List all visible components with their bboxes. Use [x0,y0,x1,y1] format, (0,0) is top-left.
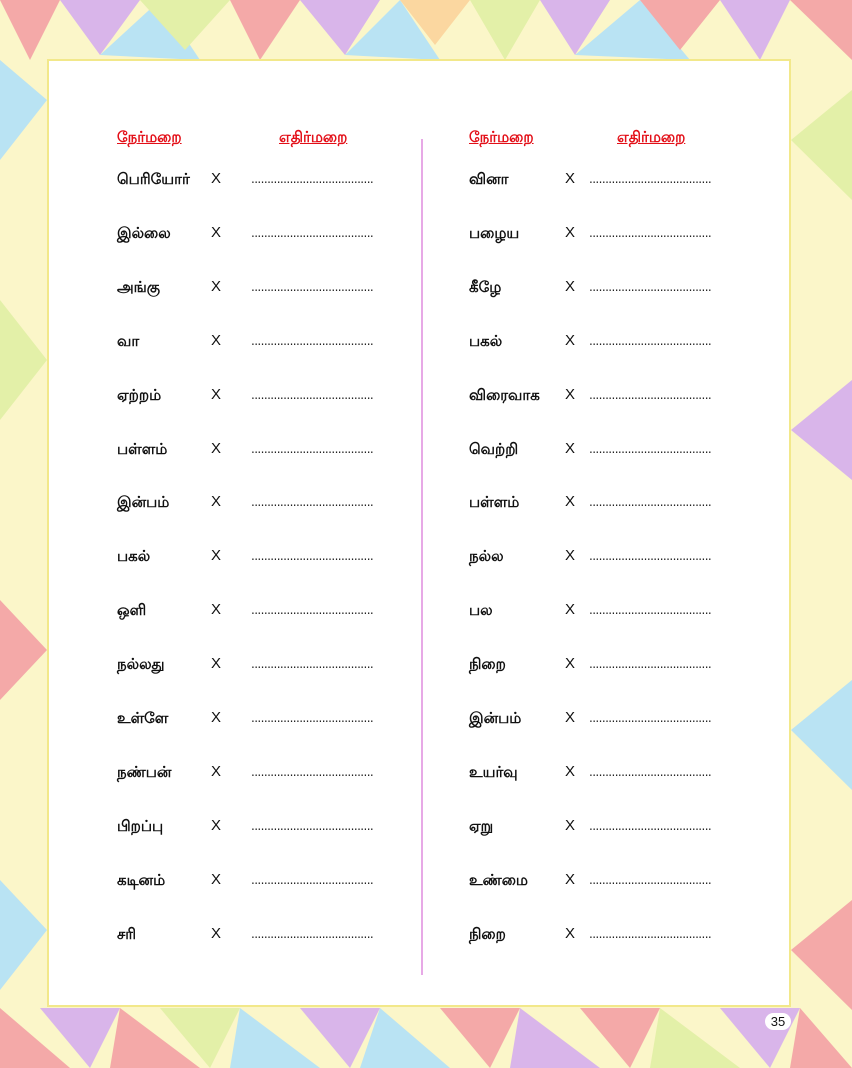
positive-word: கீழே [469,277,502,296]
opposite-separator: X [565,709,576,726]
right-header-negative: எதிர்மறை [617,128,686,146]
positive-word: பகல் [469,331,503,350]
positive-word: வா [117,331,140,350]
opposite-separator: X [565,439,576,457]
exercise-row [469,706,799,730]
answer-blank[interactable]: ...................................... [589,764,712,779]
positive-word: சரி [117,924,137,943]
answer-blank[interactable]: ...................................... [589,926,712,941]
exercise-row [469,437,799,461]
opposite-separator: X [211,709,222,726]
answer-blank[interactable]: ...................................... [589,333,712,348]
positive-word: இன்பம் [117,493,170,512]
positive-word: இல்லை [117,223,171,242]
exercise-row [469,922,799,946]
answer-blank[interactable]: ...................................... [589,279,712,294]
positive-word: நல்ல [469,547,504,566]
left-header-positive: நேர்மறை [117,128,182,146]
opposite-separator: X [211,439,222,457]
answer-blank[interactable]: ...................................... [589,657,712,672]
opposite-separator: X [565,870,576,888]
right-column [469,61,799,1005]
exercise-row [469,868,799,892]
exercise-row [117,868,447,892]
exercise-row [469,598,799,622]
answer-blank[interactable]: ...................................... [251,495,374,510]
exercise-row [117,329,447,353]
worksheet-page [47,59,791,1007]
exercise-row [469,814,799,838]
opposite-separator: X [565,277,576,295]
opposite-separator: X [565,493,576,511]
answer-blank[interactable]: ...................................... [251,279,374,294]
exercise-row [117,598,447,622]
positive-word: பிறப்பு [117,816,164,835]
positive-word: அங்கு [117,277,161,296]
exercise-row [117,490,447,514]
exercise-row [469,221,799,245]
exercise-row [469,544,799,568]
positive-word: நிறை [469,655,506,674]
answer-blank[interactable]: ...................................... [589,172,712,186]
opposite-separator: X [565,655,576,673]
positive-word: பள்ளம் [469,493,520,512]
positive-word: பல [469,601,493,620]
page-number: 35 [765,1013,791,1030]
exercise-row [117,383,447,407]
opposite-separator: X [565,331,576,349]
opposite-separator: X [565,223,576,241]
exercise-row [469,760,799,784]
positive-word: உண்மை [469,870,528,889]
exercise-row [469,329,799,353]
positive-word: ஏறு [469,816,494,835]
answer-blank[interactable]: ...................................... [251,657,374,672]
exercise-row [469,490,799,514]
positive-word: விரைவாக [469,385,540,404]
opposite-separator: X [565,762,576,780]
answer-blank[interactable]: ...................................... [251,603,374,618]
positive-word: பகல் [117,547,151,566]
opposite-separator: X [211,547,222,565]
exercise-row [117,814,447,838]
answer-blank[interactable]: ...................................... [251,225,374,240]
positive-word: உள்ளே [117,709,169,727]
exercise-row [117,652,447,676]
answer-blank[interactable]: ...................................... [251,926,374,941]
exercise-row [469,383,799,407]
exercise-row [469,167,799,191]
answer-blank[interactable]: ...................................... [251,549,374,564]
positive-word: நிறை [469,924,506,943]
right-header-positive: நேர்மறை [469,128,534,146]
answer-blank[interactable]: ...................................... [251,441,374,456]
answer-blank[interactable]: ...................................... [589,495,712,510]
positive-word: வெற்றி [469,439,519,458]
exercise-row [117,437,447,461]
exercise-row [117,760,447,784]
opposite-separator: X [211,493,222,511]
answer-blank[interactable]: ...................................... [589,872,712,887]
left-column [117,61,447,1005]
opposite-separator: X [211,385,222,403]
opposite-separator: X [211,601,222,619]
opposite-separator: X [565,547,576,565]
opposite-separator: X [211,223,222,241]
exercise-row [469,652,799,676]
exercise-row [469,275,799,299]
opposite-separator: X [211,870,222,888]
opposite-separator: X [211,170,222,187]
answer-blank[interactable]: ...................................... [251,764,374,779]
answer-blank[interactable]: ...................................... [589,818,712,833]
answer-blank[interactable]: ...................................... [251,711,374,725]
opposite-separator: X [565,924,576,942]
exercise-row [117,544,447,568]
positive-word: நண்பன் [117,762,172,781]
positive-word: பள்ளம் [117,439,168,458]
positive-word: ஏற்றம் [117,385,162,404]
opposite-separator: X [211,816,222,834]
answer-blank[interactable]: ...................................... [589,225,712,240]
positive-word: பெரியோர் [117,170,190,188]
positive-word: வினா [469,170,509,188]
answer-blank[interactable]: ...................................... [251,172,374,186]
exercise-row [117,167,447,191]
answer-blank[interactable]: ...................................... [251,818,374,833]
opposite-separator: X [565,816,576,834]
opposite-separator: X [211,277,222,295]
opposite-separator: X [211,762,222,780]
opposite-separator: X [565,170,576,187]
opposite-separator: X [211,655,222,673]
opposite-separator: X [565,601,576,619]
answer-blank[interactable]: ...................................... [589,549,712,564]
answer-blank[interactable]: ...................................... [251,387,374,402]
positive-word: உயர்வு [469,762,518,781]
positive-word: பழைய [469,223,520,242]
opposite-separator: X [565,385,576,403]
answer-blank[interactable]: ...................................... [589,441,712,456]
exercise-row [117,221,447,245]
positive-word: கடினம் [117,870,166,889]
answer-blank[interactable]: ...................................... [251,872,374,887]
opposite-separator: X [211,331,222,349]
exercise-row [117,706,447,730]
positive-word: இன்பம் [469,709,522,727]
exercise-row [117,275,447,299]
left-header-negative: எதிர்மறை [279,128,348,146]
answer-blank[interactable]: ...................................... [589,603,712,618]
positive-word: ஒளி [117,601,147,620]
opposite-separator: X [211,924,222,942]
answer-blank[interactable]: ...................................... [589,711,712,725]
exercise-row [117,922,447,946]
positive-word: நல்லது [117,655,165,674]
answer-blank[interactable]: ...................................... [589,387,712,402]
answer-blank[interactable]: ...................................... [251,333,374,348]
